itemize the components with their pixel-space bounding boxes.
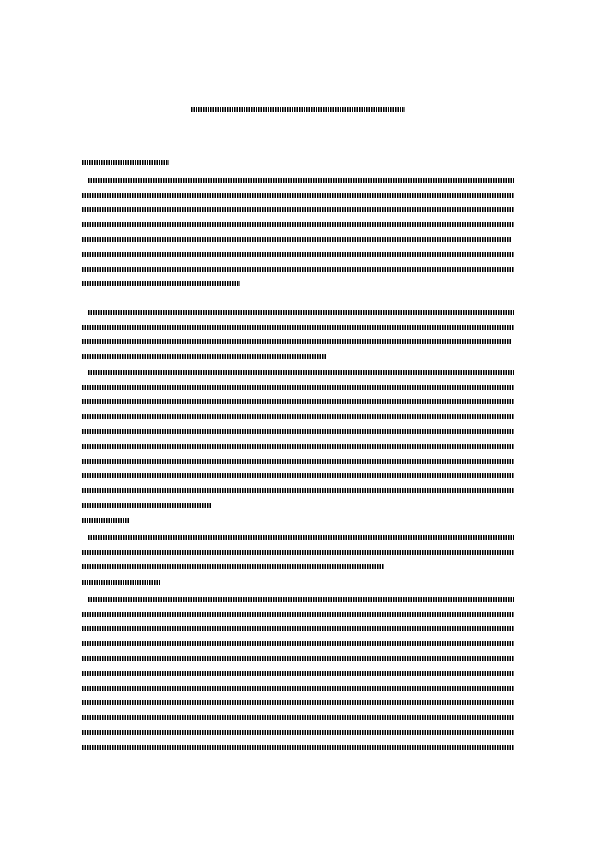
section-heading-2 bbox=[82, 518, 130, 523]
paragraph-4 bbox=[82, 530, 514, 574]
paragraph-1 bbox=[82, 173, 514, 291]
paragraph-2 bbox=[82, 305, 514, 364]
page-title bbox=[0, 97, 595, 116]
paragraph-3 bbox=[82, 365, 514, 513]
section-heading-1 bbox=[82, 160, 169, 165]
title-text bbox=[191, 107, 405, 112]
paragraph-5 bbox=[82, 592, 514, 755]
section-heading-3 bbox=[82, 580, 160, 585]
